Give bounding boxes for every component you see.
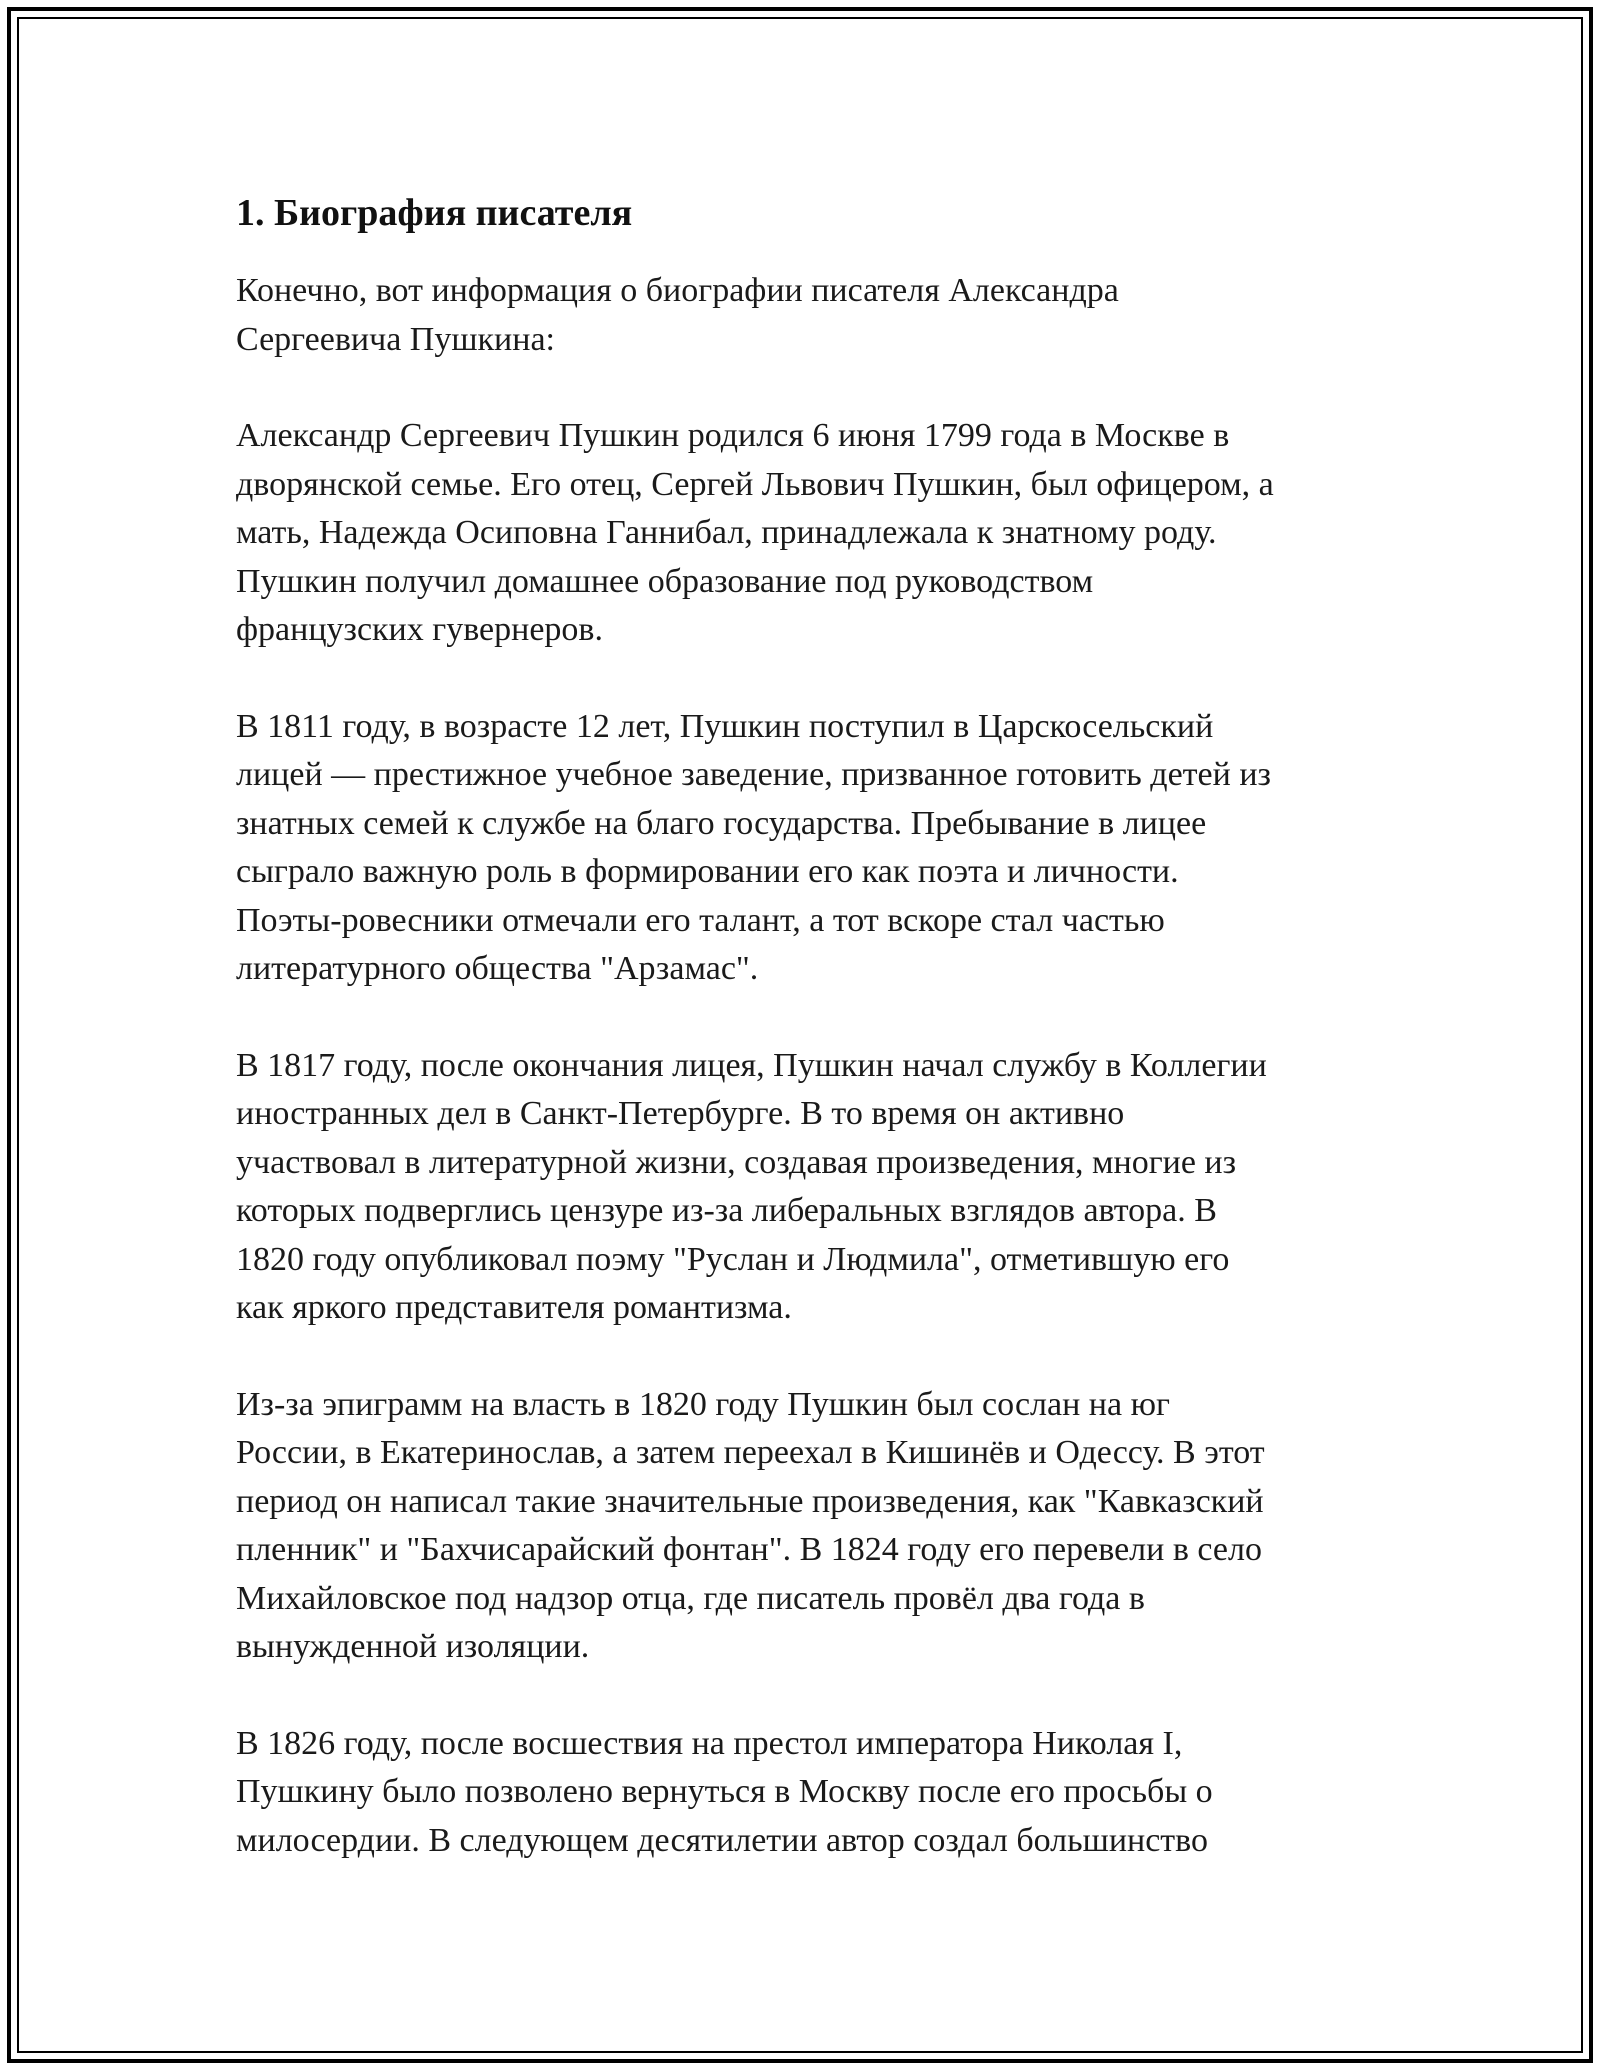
- text-line: французских гувернеров.: [236, 611, 603, 648]
- text-line: как яркого представителя романтизма.: [236, 1289, 792, 1326]
- text-line: мать, Надежда Осиповна Ганнибал, принадлежала к знатному роду.: [236, 514, 1217, 551]
- text-line: милосердии. В следующем десятилетии автор создал большинство: [236, 1821, 1208, 1859]
- text-line: период он написал такие значительные произведения, как "Кавказский: [236, 1482, 1264, 1520]
- paragraph-exile: [236, 1381, 1366, 1672]
- text-line: Сергеевича Пушкина:: [236, 320, 555, 358]
- text-line: Михайловское под надзор отца, где писатель провёл два года в: [236, 1579, 1145, 1617]
- paragraph-intro: [236, 267, 1366, 364]
- paragraph-return: [236, 1720, 1366, 1866]
- paragraph-service: [236, 1042, 1366, 1333]
- text-line: участвовал в литературной жизни, создавая произведения, многие из: [236, 1143, 1237, 1181]
- text-line: Конечно, вот информация о биографии писателя Александра: [236, 272, 1119, 309]
- text-line: пленник" и "Бахчисарайский фонтан". В 1824 году его перевели в село: [236, 1531, 1262, 1568]
- document-content: [236, 185, 1366, 1913]
- text-line: литературного общества "Арзамас".: [236, 950, 759, 987]
- text-line: дворянской семье. Его отец, Сергей Львович Пушкин, был офицером, а: [236, 465, 1274, 503]
- section-heading: 1. Биография писателя: [236, 192, 633, 234]
- text-line: знатных семей к службе на благо государства. Пребывание в лицее: [236, 804, 1207, 842]
- text-line: В 1826 году, после восшествия на престол императора Николая I,: [236, 1724, 1183, 1762]
- text-line: которых подверглись цензуре из-за либеральных взглядов автора. В: [236, 1192, 1217, 1229]
- text-line: Поэты-ровесники отмечали его талант, а тот вскоре стал частью: [236, 901, 1165, 939]
- text-line: сыграло важную роль в формировании его как поэта и личности.: [236, 853, 1179, 890]
- paragraph-lyceum: [236, 703, 1366, 994]
- text-line: вынужденной изоляции.: [236, 1628, 590, 1665]
- text-line: лицей — престижное учебное заведение, призванное готовить детей из: [236, 756, 1271, 793]
- text-line: Александр Сергеевич Пушкин родился 6 июня 1799 года в Москве в: [236, 417, 1230, 454]
- text-line: России, в Екатеринослав, а затем переехал в Кишинёв и Одессу. В этот: [236, 1434, 1265, 1471]
- text-line: В 1811 году, в возрасте 12 лет, Пушкин поступил в Царскосельский: [236, 707, 1214, 745]
- paragraph-birth: [236, 412, 1366, 655]
- text-line: иностранных дел в Санкт-Петербурге. В то время он активно: [236, 1095, 1125, 1132]
- text-line: 1820 году опубликовал поэму "Руслан и Людмила", отметившую его: [236, 1240, 1230, 1278]
- text-line: В 1817 году, после окончания лицея, Пушкин начал службу в Коллегии: [236, 1046, 1267, 1084]
- text-line: Пушкину было позволено вернуться в Москву после его просьбы о: [236, 1773, 1213, 1810]
- text-line: Пушкин получил домашнее образование под руководством: [236, 562, 1094, 600]
- text-line: Из-за эпиграмм на власть в 1820 году Пушкин был сослан на юг: [236, 1385, 1170, 1423]
